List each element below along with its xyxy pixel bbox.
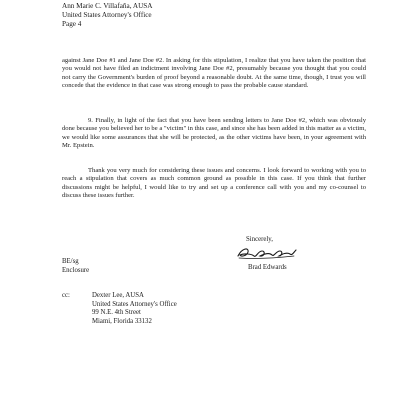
typist-initials-block bbox=[62, 258, 89, 275]
cc-name: Dexter Lee, AUSA bbox=[92, 292, 144, 299]
cc-address-block bbox=[92, 292, 177, 326]
cc-city: Miami, Florida 33132 bbox=[92, 317, 152, 325]
body-paragraph-3: Thank you very much for considering these issues and concerns. I look forward to working with you to reach a stipulation that covers as much common ground as possible in this case. If you think that further discussions might be helpful, I would like to try and set up a conference call with you and my co-counsel to discuss these issues further. bbox=[62, 167, 366, 200]
closing-salutation: Sincerely, bbox=[246, 236, 273, 243]
letter-header bbox=[62, 2, 152, 29]
cc-label: cc: bbox=[62, 292, 70, 299]
cc-office: United States Attorney's Office bbox=[92, 300, 177, 308]
header-page-number: Page 4 bbox=[62, 20, 82, 28]
header-recipient: Ann Marie C. Villafaña, AUSA bbox=[62, 2, 153, 10]
body-paragraph-2: 9. Finally, in light of the fact that you have been sending letters to Jane Doe #2, which was obviously done because you believed her to be a "victim" in this case, and since she has been added in this matter as a victim, we would like some assurances that she will be protected, as the other victims have been, in your agreement with Mr. Epstein. bbox=[62, 117, 366, 150]
body-paragraph-1: against Jane Doe #1 and Jane Doe #2. In asking for this stipulation, I realize that you have taken the position that you would not have filed an indictment involving Jane Doe #2, presumably because you thought that you could not carry the Government's burden of proof beyond a reasonable doubt. At the same time, though, I trust you will concede that the evidence in that case was strong enough to pass the probable cause standard. bbox=[62, 57, 366, 90]
typist-initials: BE/sg bbox=[62, 258, 79, 265]
header-office: United States Attorney's Office bbox=[62, 11, 152, 19]
cc-street: 99 N.E. 4th Street bbox=[92, 309, 141, 317]
enclosure-note: Enclosure bbox=[62, 266, 90, 274]
handwritten-signature bbox=[236, 243, 298, 263]
signer-name: Brad Edwards bbox=[248, 264, 287, 271]
